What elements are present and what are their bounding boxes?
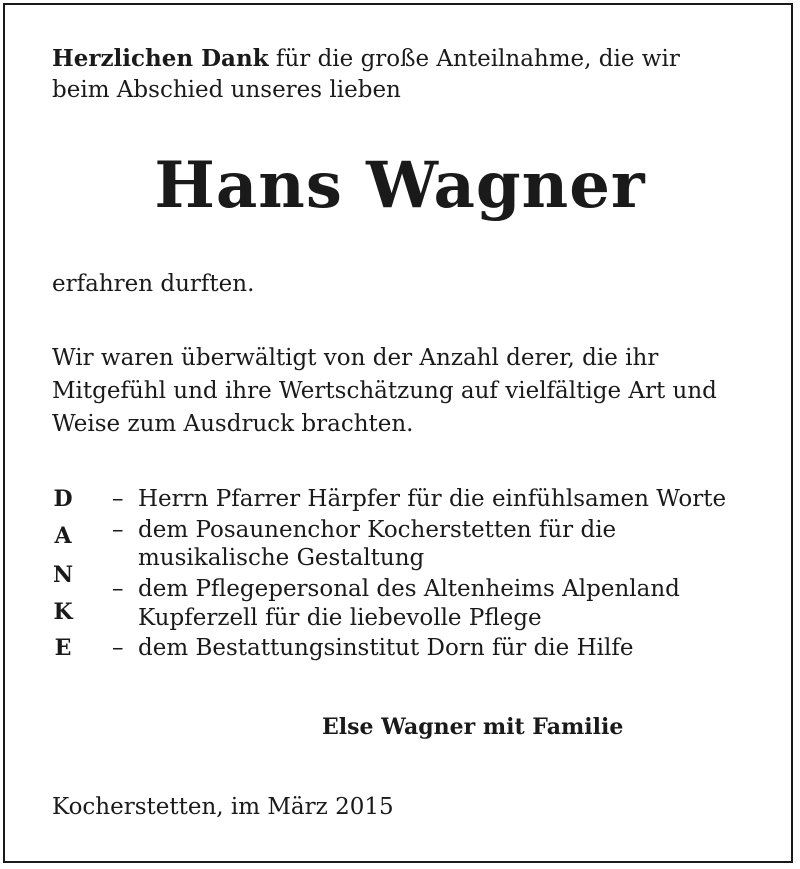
danke-letter-a: A [54,523,72,549]
paragraph-line-2: Mitgefühl und ihre Wertschätzung auf vielfältige Art und [52,378,717,404]
item-dash-2: – [112,517,124,543]
intro-bold-lead: Herzlichen Dank [52,45,269,72]
thanks-item-4: dem Bestattungsinstitut Dorn für die Hilfe [138,635,634,661]
intro-line-1-rest: für die große Anteilnahme, die wir [268,46,680,72]
item-dash-1: – [112,486,124,512]
paragraph-line-1: Wir waren überwältigt von der Anzahl derer, die ihr [52,345,659,371]
thanks-item-1: Herrn Pfarrer Härpfer für die einfühlsamen Worte [138,486,727,512]
thanks-item-2-line-2: musikalische Gestaltung [138,545,425,571]
thanks-item-3-line-2: Kupferzell für die liebevolle Pflege [138,605,542,631]
item-dash-3: – [112,576,124,602]
item-dash-4: – [112,635,124,661]
danke-letter-d: D [53,486,73,512]
intro-line-1 [52,42,680,76]
danke-letter-e: E [54,635,72,661]
after-name-text: erfahren durften. [52,271,255,297]
intro-line-2: beim Abschied unseres lieben [52,77,401,103]
paragraph-line-3: Weise zum Ausdruck brachten. [52,411,414,437]
thanks-item-3-line-1: dem Pflegepersonal des Altenheims Alpenland [138,576,680,602]
place-date: Kocherstetten, im März 2015 [52,794,394,820]
danke-letter-k: K [53,599,73,625]
deceased-name: Hans Wagner [154,148,646,223]
danke-letter-n: N [52,562,74,588]
signature: Else Wagner mit Familie [322,714,624,740]
thanks-item-2-line-1: dem Posaunenchor Kocherstetten für die [138,517,617,543]
